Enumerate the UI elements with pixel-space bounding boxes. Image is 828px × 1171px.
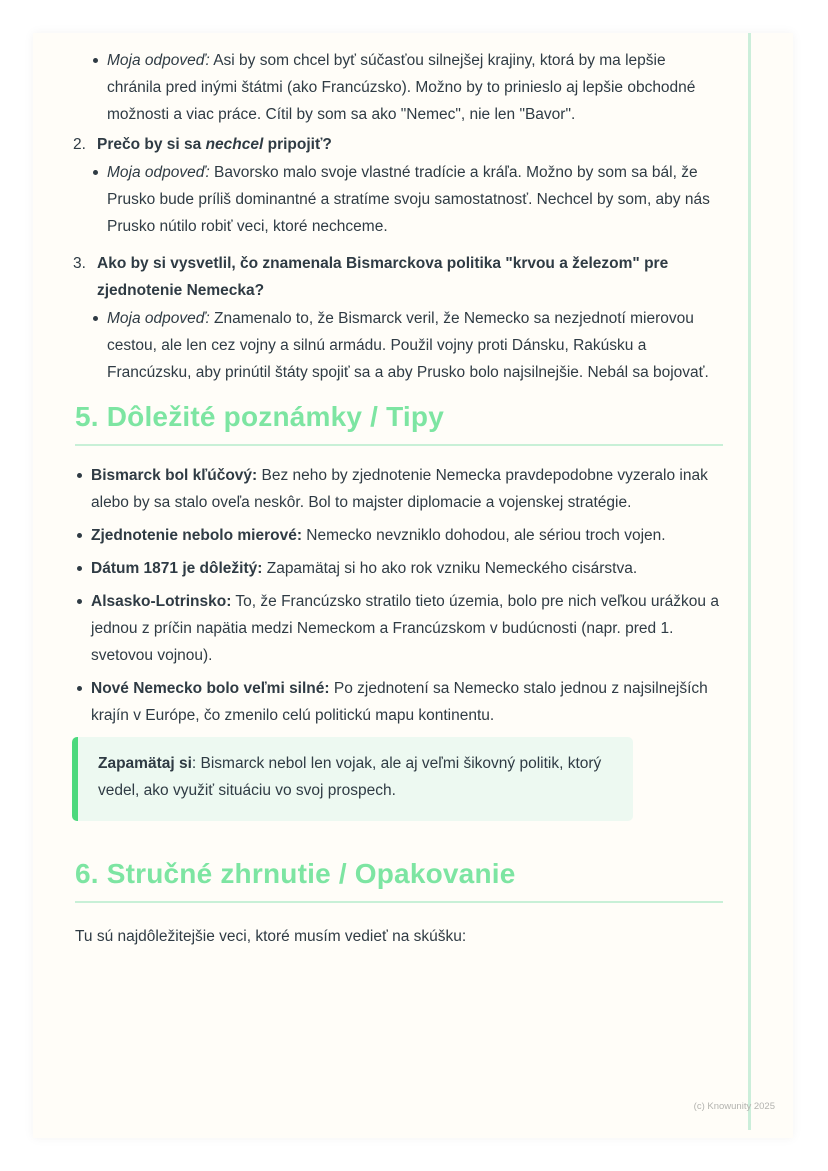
tip-item <box>75 588 723 669</box>
answer-text: Asi by som chcel byť súčasťou silnejšej krajiny, ktorá by ma lepšie chránila pred inými štátmi (ako Francúzsko). Možno by to prinieslo aj lepšie obchodné možnosti a viac práce. Cítil by som sa ako "Nemec", nie len "Bavor". <box>107 52 696 123</box>
tip-lead: Dátum 1871 je dôležitý: <box>91 560 263 577</box>
answer-list-item3 <box>75 305 723 386</box>
tip-text: Po zjednotení sa Nemecko stalo jednou z najsilnejších krajín v Európe, čo zmenilo celú politickú mapu kontinentu. <box>91 680 708 724</box>
tip-item <box>75 675 723 729</box>
tip-text: Zapamätaj si ho ako rok vzniku Nemeckého cisárstva. <box>262 560 638 577</box>
section-6-title: 6. Stručné zhrnutie / Opakovanie <box>75 858 516 889</box>
question-text: pripojiť? <box>263 136 332 153</box>
callout-text: : Bismarck nebol len vojak, ale aj veľmi šikovný politik, ktorý vedel, ako využiť situáciu vo svoj prospech. <box>98 755 602 799</box>
answer-label: Moja odpoveď: <box>107 52 210 69</box>
answer-text: Bavorsko malo svoje vlastné tradície a kráľa. Možno by som sa bál, že Prusko bude príliš dominantné a stratíme svoju samostatnosť. Nechcel by som, aby nás Prusko nútilo robiť veci, ktoré nechceme. <box>107 164 710 235</box>
answer-item <box>75 305 723 386</box>
question-item-2 <box>75 131 723 240</box>
answer-list-item1 <box>75 47 723 128</box>
tip-item <box>75 462 723 516</box>
section-5-rule <box>75 444 723 446</box>
page-right-accent-line <box>748 33 751 1130</box>
callout-paragraph <box>98 750 613 804</box>
tip-lead: Alsasko-Lotrinsko: <box>91 593 232 610</box>
tip-item <box>75 555 723 582</box>
question-item-3 <box>75 250 723 386</box>
question-title: Ako by si vysvetlil, čo znamenala Bismarckova politika "krvou a železom" pre zjednotenie Nemecka? <box>97 255 669 299</box>
callout-lead: Zapamätaj si <box>98 755 192 772</box>
section-5-title: 5. Dôležité poznámky / Tipy <box>75 401 444 432</box>
copyright-watermark: (c) Knowunity 2025 <box>693 1101 775 1112</box>
answer-label: Moja odpoveď: <box>107 164 210 181</box>
document-page <box>33 33 793 1138</box>
answer-item <box>75 159 723 240</box>
question-title <box>97 131 723 158</box>
tip-text: Nemecko nevzniklo dohodou, ale sériou troch vojen. <box>302 527 666 544</box>
question-number: 2. <box>73 136 86 153</box>
answer-label: Moja odpoveď: <box>107 310 210 327</box>
question-number: 3. <box>73 255 86 272</box>
answer-list-item2 <box>75 159 723 240</box>
tip-text: Bez neho by zjednotenie Nemecka pravdepodobne vyzeralo inak alebo by sa stalo oveľa neskôr. Bol to majster diplomacie a vojenskej stratégie. <box>91 467 708 511</box>
answer-text: Znamenalo to, že Bismarck veril, že Nemecko sa nezjednotí mierovou cestou, ale len cez vojny a silnú armádu. Použil vojny proti Dánsku, Rakúsku a Francúzsku, aby prinútil štáty spojiť sa a aby Prusko bolo najsilnejšie. Nebál sa bojovať. <box>107 310 709 381</box>
section-6-rule <box>75 901 723 903</box>
document-content <box>75 46 723 950</box>
tip-lead: Zjednotenie nebolo mierové: <box>91 527 302 544</box>
question-text: Prečo by si sa <box>97 136 206 153</box>
tip-item <box>75 522 723 549</box>
remember-callout <box>72 737 633 821</box>
tip-lead: Bismarck bol kľúčový: <box>91 467 258 484</box>
section-6-intro: Tu sú najdôležitejšie veci, ktoré musím vedieť na skúšku: <box>75 928 467 945</box>
answer-item <box>75 47 723 128</box>
tip-lead: Nové Nemecko bolo veľmi silné: <box>91 680 330 697</box>
question-emphasis: nechcel <box>205 136 264 153</box>
tip-text: To, že Francúzsko stratilo tieto územia, bolo pre nich veľkou urážkou a jednou z príčin napätia medzi Nemeckom a Francúzskom v budúcnosti (napr. pred 1. svetovou vojnou). <box>91 593 719 664</box>
tips-list <box>75 462 723 729</box>
